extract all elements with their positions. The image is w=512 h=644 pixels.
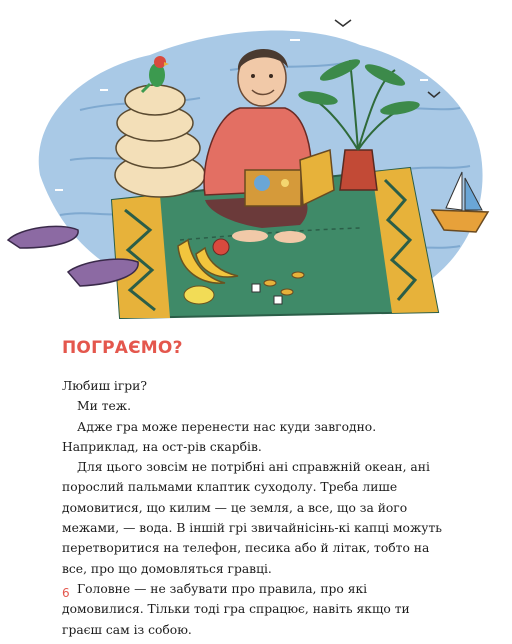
lemon-icon [184, 286, 214, 304]
paragraph: Для цього зовсім не потрібні ані справжній океан, ані порослий пальмами клаптик суходолу. Треба лише домовитися, що килим — це земля, а все, що за його межами, — вода. В іншій грі звичайнісінь-кі капці можуть перетворитися на телефон, песика або й літак, тобто на все, про що домовляться гравці. [62, 460, 442, 576]
paragraph: Адже гра може перенести нас куди завгодно. Наприклад, на ост-рів скарбів. [62, 419, 377, 454]
paragraph: Любиш ігри? [62, 379, 147, 393]
apple-icon [213, 239, 229, 255]
section-heading: ПОГРАЄМО? [62, 338, 183, 358]
page-number: 6 [62, 586, 70, 600]
paragraph: Головне — не забувати про правила, про які домовилися. Тільки тоді гра спрацює, навіть якщо ти граєш сам із собою. [62, 581, 410, 637]
paragraph: Ми теж. [77, 399, 131, 414]
body-text [62, 376, 450, 640]
island-illustration [0, 0, 512, 320]
